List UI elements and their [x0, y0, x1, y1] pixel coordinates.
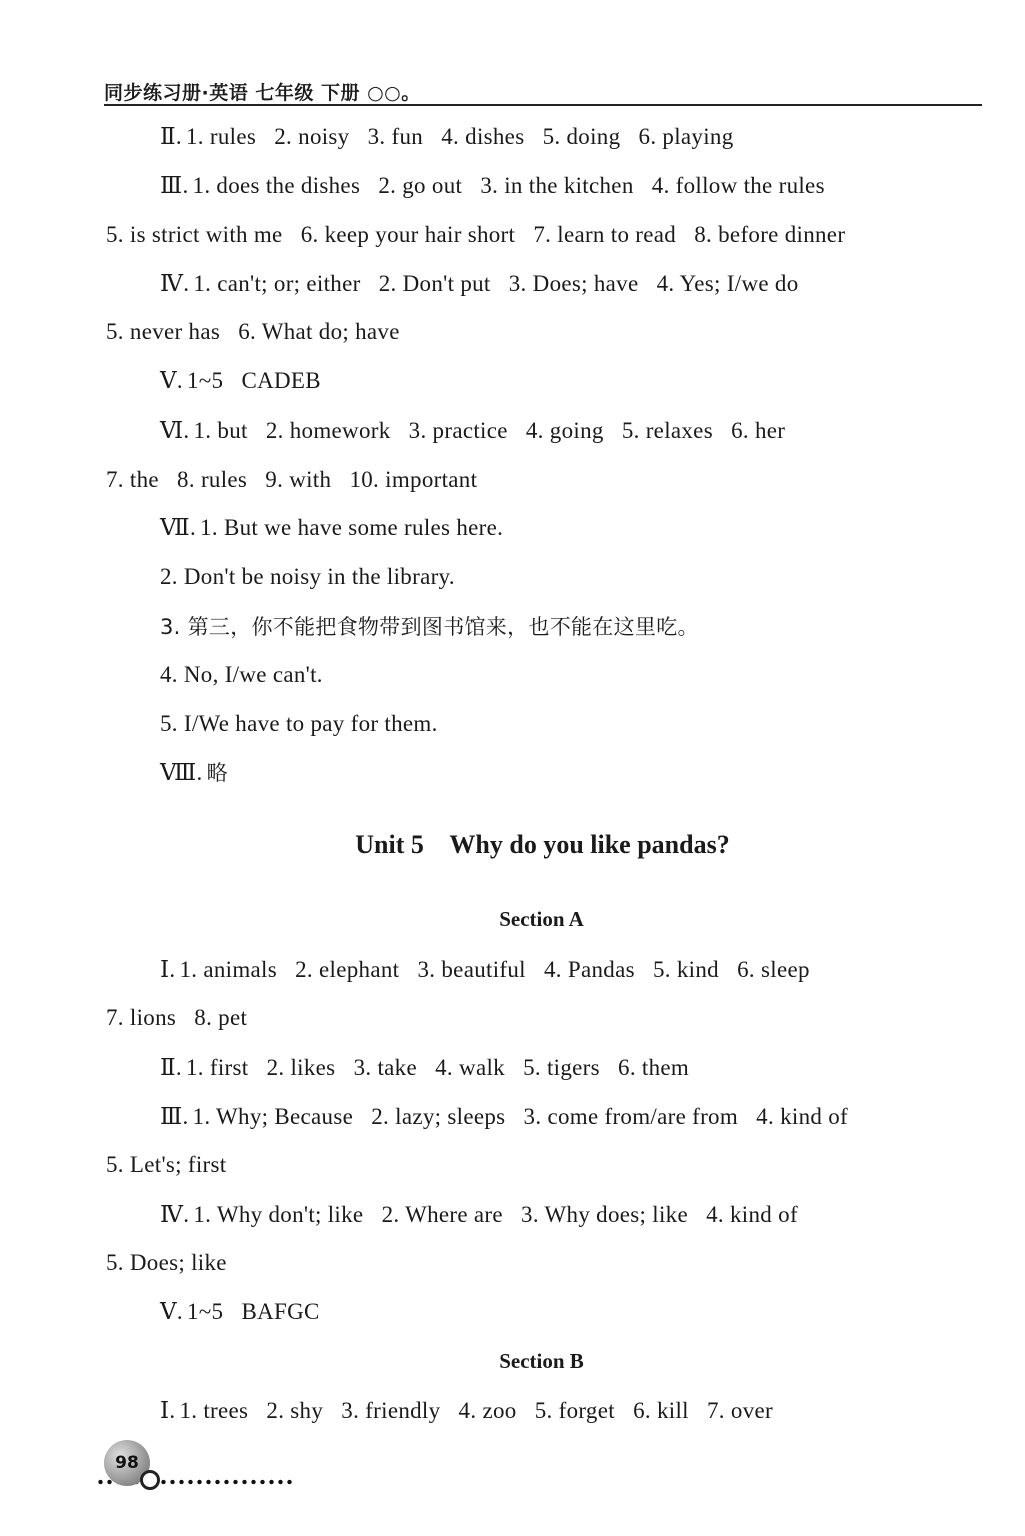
- answer-text: 1. first 2. likes 3. take 4. walk 5. tigers 6. them: [185, 1055, 690, 1080]
- section-numeral: Ⅵ.: [160, 418, 190, 443]
- answer-line: [160, 660, 323, 690]
- unit-title: Unit 5 Why do you like pandas?: [355, 830, 730, 859]
- answer-line: [106, 220, 845, 250]
- header-title: 同步练习册·英语 七年级 下册 ○○。: [104, 82, 421, 104]
- section-a-title: Section A: [499, 907, 584, 931]
- answer-line: [160, 171, 825, 201]
- section-numeral: Ⅴ.: [160, 1299, 183, 1324]
- answer-text: 5. is strict with me 6. keep your hair short 7. learn to read 8. before dinner: [106, 222, 846, 247]
- answer-text: 1. but 2. homework 3. practice 4. going 5. relaxes 6. her: [193, 418, 786, 443]
- answer-line: [106, 1248, 227, 1278]
- answer-line: [160, 1053, 689, 1083]
- answer-text: 4. No, I/we can't.: [160, 662, 323, 687]
- answer-text: 5. Does; like: [106, 1250, 227, 1275]
- answer-text: 5. never has 6. What do; have: [106, 319, 400, 344]
- answer-line: [160, 1102, 848, 1132]
- answer-line: [160, 1396, 773, 1426]
- page-number: 98: [115, 1453, 139, 1473]
- answer-line: [160, 562, 455, 592]
- answer-line: [160, 1297, 320, 1327]
- section-numeral: Ⅳ.: [160, 271, 190, 296]
- ring-ornament-icon: [140, 1470, 160, 1490]
- section-numeral: Ⅰ.: [160, 957, 176, 982]
- answer-line: [160, 416, 785, 446]
- answer-line: [106, 1003, 247, 1033]
- section-numeral: Ⅰ.: [160, 1398, 176, 1423]
- answer-line: [160, 709, 438, 739]
- answer-text: 1. does the dishes 2. go out 3. in the kitchen 4. follow the rules: [192, 173, 825, 198]
- answer-line: [160, 269, 799, 299]
- section-numeral: Ⅴ.: [160, 368, 183, 393]
- answer-text: 1. Why; Because 2. lazy; sleeps 3. come from/are from 4. kind of: [192, 1104, 848, 1129]
- answer-text: 7. lions 8. pet: [106, 1005, 248, 1030]
- answer-text: 1. trees 2. shy 3. friendly 4. zoo 5. forget 6. kill 7. over: [179, 1398, 773, 1423]
- section-numeral: Ⅷ.: [160, 760, 203, 785]
- answer-text: 7. the 8. rules 9. with 10. important: [106, 467, 478, 492]
- page-footer: [104, 1440, 304, 1490]
- answer-text: 略: [206, 761, 228, 785]
- answer-line: [160, 513, 503, 543]
- section-b-title: Section B: [499, 1349, 584, 1373]
- section-numeral: Ⅶ.: [160, 515, 197, 540]
- answer-line: [160, 955, 810, 985]
- section-numeral: Ⅱ.: [160, 124, 182, 149]
- answer-line: [106, 465, 477, 495]
- answer-text: 1. rules 2. noisy 3. fun 4. dishes 5. doing 6. playing: [185, 124, 734, 149]
- section-numeral: Ⅲ.: [160, 1104, 189, 1129]
- answer-text: 1. can't; or; either 2. Don't put 3. Does; have 4. Yes; I/we do: [193, 271, 799, 296]
- answer-text: 5. Let's; first: [106, 1152, 227, 1177]
- answer-text: 2. Don't be noisy in the library.: [160, 564, 455, 589]
- answer-text: 1. animals 2. elephant 3. beautiful 4. Pandas 5. kind 6. sleep: [179, 957, 810, 982]
- answer-text: 1. But we have some rules here.: [200, 515, 504, 540]
- answer-text: 5. I/We have to pay for them.: [160, 711, 438, 736]
- answer-line: [106, 1150, 226, 1180]
- section-numeral: Ⅳ.: [160, 1202, 190, 1227]
- answer-text: 1~5 BAFGC: [186, 1299, 320, 1324]
- answer-line: [160, 1200, 798, 1230]
- answer-line: [160, 758, 228, 788]
- answer-line: [160, 612, 699, 642]
- section-numeral: Ⅱ.: [160, 1055, 182, 1080]
- section-numeral: Ⅲ.: [160, 173, 189, 198]
- answer-line: [160, 366, 321, 396]
- answer-text: 3. 第三，你不能把食物带到图书馆来，也不能在这里吃。: [160, 615, 699, 639]
- answer-line: [160, 122, 734, 152]
- answer-text: 1. Why don't; like 2. Where are 3. Why does; like 4. kind of: [193, 1202, 798, 1227]
- page-header: [104, 78, 982, 106]
- answer-line: [106, 317, 400, 347]
- answer-text: 1~5 CADEB: [186, 368, 321, 393]
